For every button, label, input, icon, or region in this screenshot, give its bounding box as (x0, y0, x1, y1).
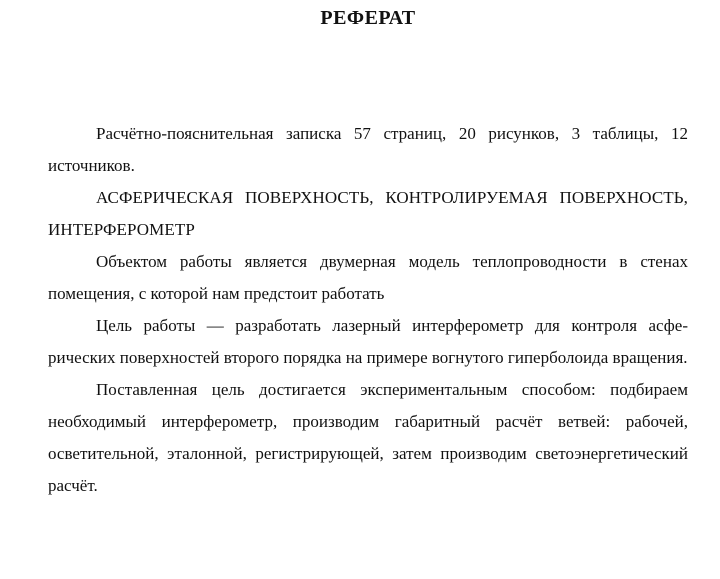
paragraph-report-volume: Расчётно-пояснительная записка 57 страниц, 20 рисунков, 3 таблицы, 12 источников. (48, 124, 688, 175)
paragraph-method: Поставленная цель достигается экспериментальным способом: подбираем необходимый интерферометр, производим габаритный расчёт ветвей: рабочей, осветительной, эталонной, регистрирующей, затем производим светоэнергетический расчёт. (48, 380, 688, 495)
paragraph-goal-of-work: Цель работы — разработать лазерный интерферометр для контроля асферических поверхностей второго порядка на примере вогнутого гиперболоида вращения. (48, 316, 688, 367)
paragraph-object-of-work: Объектом работы является двумерная модель теплопроводности в стенах помещения, с которой нам предстоит работать (48, 252, 688, 303)
paragraph-keywords: АСФЕРИЧЕСКАЯ ПОВЕРХНОСТЬ, КОНТРОЛИРУЕМАЯ ПОВЕРХНОСТЬ, ИНТЕРФЕРОМЕТР (48, 188, 688, 239)
abstract-body (48, 118, 688, 502)
document-title: РЕФЕРАТ (320, 7, 416, 29)
